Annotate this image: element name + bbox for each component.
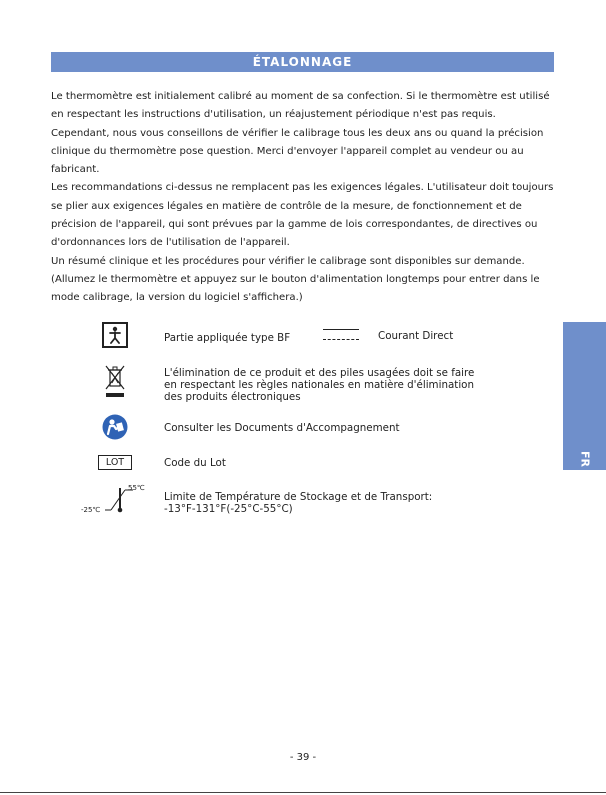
weee-line-1: L'élimination de ce produit et des piles usagées doit se faire (164, 367, 475, 379)
lot-code-icon: LOT (98, 455, 132, 470)
symbol-label-temp (164, 491, 432, 515)
symbol-label-weee (164, 367, 474, 403)
temperature-limit-icon (81, 484, 151, 516)
paragraph-calibration-intro: Le thermomètre est initialement calibré au moment de sa confection. Si le thermomètre est utilisé en respectant les instructions d'utilisation, un réajustement périodique n'est pas requis. Cependant, nous vous conseillons de vérifier le calibrage tous les deux ans ou quand la précision clinique du thermomètre pose question. Merci d'envoyer l'appareil complet au vendeur ou au fabricant. (51, 91, 550, 176)
crossed-out-bin-icon (85, 364, 145, 400)
paragraph-legal-requirements: Les recommandations ci-dessus ne remplacent pas les exigences légales. L'utilisateur doit toujours se plier aux exigences légales en matière de contrôle de la mesure, de fonctionnement et de précision de l'appareil, qui sont prévues par la gamme de lois correspondantes, de directives ou d'ordonnances lors de l'utilisation de l'appareil. (51, 182, 554, 249)
language-tab-label: FR (578, 451, 591, 467)
temp-upper-label: 55℃ (128, 484, 145, 492)
temp-line-2: -13°F-131°F(-25°C-55°C) (164, 503, 293, 515)
symbol-label-dc: Courant Direct (378, 330, 454, 342)
weee-line-2: en respectant les règles nationales en matière d'élimination (164, 379, 475, 391)
symbol-label-docs: Consulter les Documents d'Accompagnement (164, 422, 400, 434)
language-tab (563, 322, 606, 470)
page-number: - 39 - (289, 752, 317, 763)
consult-documents-icon (85, 414, 145, 440)
calibration-text (51, 88, 556, 308)
symbol-label-lot: Code du Lot (164, 457, 226, 469)
symbol-label-bf: Partie appliquée type BF (164, 332, 291, 344)
temp-line-1: Limite de Température de Stockage et de Transport: (164, 491, 433, 503)
bottom-divider (0, 792, 606, 793)
section-title: ÉTALONNAGE (51, 52, 554, 72)
direct-current-icon (323, 329, 359, 340)
paragraph-clinical-summary: Un résumé clinique et les procédures pour vérifier le calibrage sont disponibles sur demande. (Allumez le thermomètre et appuyez sur le bouton d'alimentation longtemps pour entrer dans le mode calibrage, la version du logiciel s'affichera.) (51, 255, 540, 304)
type-bf-applied-part-icon (102, 322, 128, 348)
weee-line-3: des produits électroniques (164, 391, 301, 403)
temp-lower-label: -25℃ (81, 506, 101, 514)
